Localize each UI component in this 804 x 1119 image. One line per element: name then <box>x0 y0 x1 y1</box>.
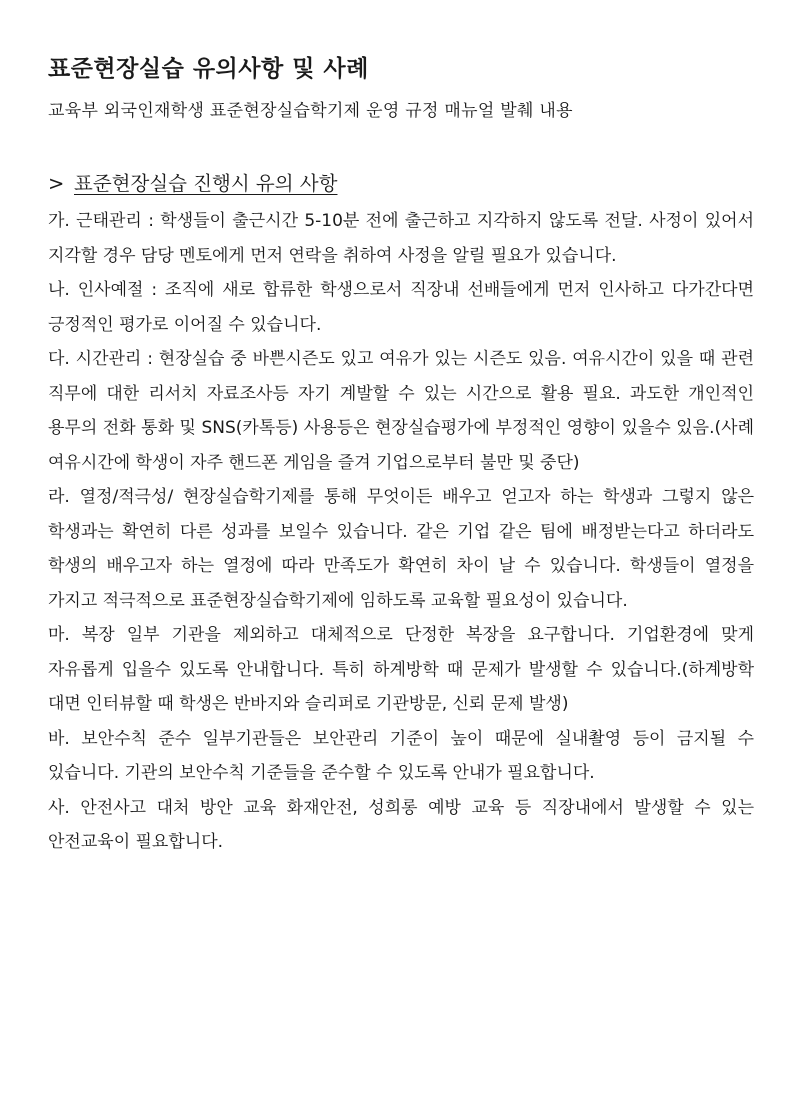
item-passion: 라. 열정/적극성/ 현장실습학기제를 통해 무엇이든 배우고 얻고자 하는 학생과 그렇지 않은 학생과는 확연히 다른 성과를 보일수 있습니다. 같은 기업 같은 팀에 배정받는다고 하더라도 학생의 배우고자 하는 열정에 따라 만족도가 확연히 차이 날 수 있습니다. 학생들이 열정을 가지고 적극적으로 표준현장실습학기제에 임하도록 교육할 필요성이 있습니다. <box>48 487 754 611</box>
section-heading <box>48 168 337 196</box>
section-heading-text: 표준현장실습 진행시 유의 사항 <box>74 172 338 195</box>
item-time-management: 다. 시간관리 : 현장실습 중 바쁜시즌도 있고 여유가 있는 시즌도 있음. 여유시간이 있을 때 관련 직무에 대한 리서치 자료조사등 자기 계발할 수 있는 시간으로 활용 필요. 과도한 개인적인 용무의 전화 통화 및 SNS(카톡등) 사용등은 현장실습평가에 부정적인 영향이 있을수 있음.(사례 여유시간에 학생이 자주 핸드폰 게임을 즐겨 기업으로부터 불만 및 중단) <box>48 349 754 473</box>
item-safety-education: 사. 안전사고 대처 방안 교육 화재안전, 성희롱 예방 교육 등 직장내에서 발생할 수 있는 안전교육이 필요합니다. <box>48 797 754 852</box>
item-dress-code: 마. 복장 일부 기관을 제외하고 대체적으로 단정한 복장을 요구합니다. 기업환경에 맞게 자유롭게 입을수 있도록 안내합니다. 특히 하계방학 때 문제가 발생할 수 있습니다.(하계방학 대면 인터뷰할 때 학생은 반바지와 슬리퍼로 기관방문, 신뢰 문제 발생) <box>48 625 754 714</box>
item-greeting-etiquette: 나. 인사예절 : 조직에 새로 합류한 학생으로서 직장내 선배들에게 먼저 인사하고 다가간다면 긍정적인 평가로 이어질 수 있습니다. <box>48 280 754 335</box>
page-subtitle: 교육부 외국인재학생 표준현장실습학기제 운영 규정 매뉴얼 발췌 내용 <box>48 101 573 121</box>
item-attendance: 가. 근태관리 : 학생들이 출근시간 5-10분 전에 출근하고 지각하지 않도록 전달. 사정이 있어서 지각할 경우 담당 멘토에게 먼저 연락을 취하여 사정을 알릴 필요가 있습니다. <box>48 211 754 266</box>
item-security-rules: 바. 보안수칙 준수 일부기관들은 보안관리 기준이 높이 때문에 실내촬영 등이 금지될 수 있습니다. 기관의 보안수칙 기준들을 준수할 수 있도록 안내가 필요합니다. <box>48 728 754 783</box>
section-body <box>48 204 754 860</box>
chevron-right-icon: > <box>48 172 65 195</box>
page-title: 표준현장실습 유의사항 및 사례 <box>48 56 369 82</box>
